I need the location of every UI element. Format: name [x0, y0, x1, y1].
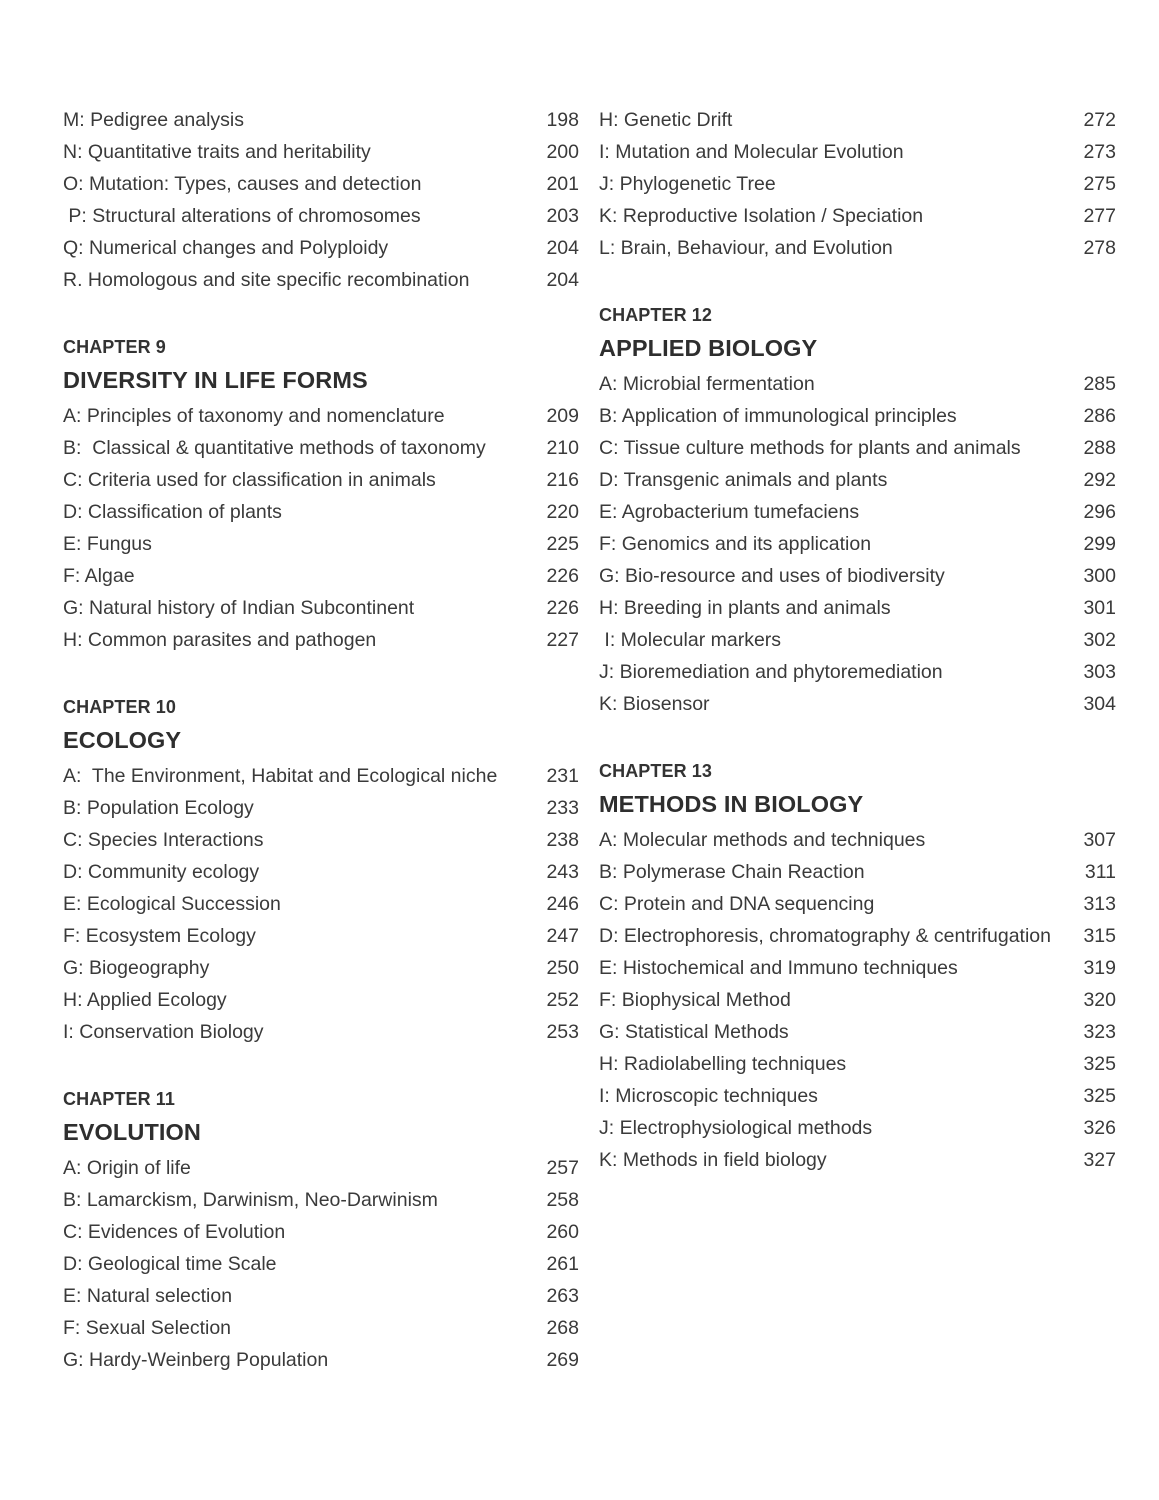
toc-entry-title: I: Microscopic techniques [599, 1085, 818, 1107]
toc-entry-page-number: 263 [546, 1285, 579, 1307]
toc-entry-page-number: 273 [1083, 141, 1116, 163]
toc-entry-title: G: Statistical Methods [599, 1021, 789, 1043]
toc-entry[interactable] [599, 688, 1116, 720]
toc-entry-title: C: Criteria used for classification in animals [63, 469, 436, 491]
toc-entry-title: K: Methods in field biology [599, 1149, 827, 1171]
toc-entry-page-number: 231 [546, 765, 579, 787]
toc-entry-title: O: Mutation: Types, causes and detection [63, 173, 422, 195]
chapter-list-left [63, 332, 579, 1376]
toc-entry-page-number: 304 [1083, 693, 1116, 715]
toc-entry-page-number: 313 [1083, 893, 1116, 915]
chapter-title: DIVERSITY IN LIFE FORMS [63, 367, 368, 393]
toc-entry-page-number: 210 [546, 437, 579, 459]
chapter-label: CHAPTER 13 [599, 761, 713, 781]
toc-entry[interactable] [599, 1144, 1116, 1176]
toc-entry-page-number: 200 [546, 141, 579, 163]
toc-entry-page-number: 302 [1083, 629, 1116, 651]
toc-entry[interactable] [63, 824, 579, 856]
toc-entry-title: J: Electrophysiological methods [599, 1117, 873, 1139]
continued-chapter-entries-right [599, 104, 1116, 264]
toc-entry-page-number: 238 [546, 829, 579, 851]
toc-entry[interactable] [599, 496, 1116, 528]
chapter-title: APPLIED BIOLOGY [599, 335, 818, 361]
chapter-list-right [599, 300, 1116, 1176]
toc-entry[interactable] [63, 624, 579, 656]
toc-entry-title: P: Structural alterations of chromosomes [63, 205, 421, 227]
toc-entry-page-number: 243 [546, 861, 579, 883]
toc-entry[interactable] [599, 232, 1116, 264]
toc-column-right [599, 104, 1116, 1176]
toc-entry-title: H: Breeding in plants and animals [599, 597, 891, 619]
toc-entry-title: A: Principles of taxonomy and nomenclature [63, 405, 445, 427]
toc-entry[interactable] [599, 1048, 1116, 1080]
toc-entry[interactable] [63, 984, 579, 1016]
chapter-label: CHAPTER 9 [63, 337, 166, 357]
toc-entry-title: K: Biosensor [599, 693, 710, 715]
toc-entry-title: E: Agrobacterium tumefaciens [599, 501, 860, 523]
toc-entry-page-number: 326 [1083, 1117, 1116, 1139]
toc-entry-title: I: Molecular markers [599, 629, 782, 651]
chapter-label: CHAPTER 12 [599, 305, 713, 325]
toc-entry-title: I: Mutation and Molecular Evolution [599, 141, 904, 163]
toc-entry-page-number: 292 [1083, 469, 1116, 491]
toc-entry[interactable] [63, 1312, 579, 1344]
toc-entry[interactable] [63, 232, 579, 264]
toc-entry-page-number: 258 [546, 1189, 579, 1211]
toc-entry[interactable] [63, 136, 579, 168]
toc-entry-title: I: Conservation Biology [63, 1021, 264, 1043]
toc-entry-title: B: Polymerase Chain Reaction [599, 861, 865, 883]
toc-entry[interactable] [599, 200, 1116, 232]
toc-entry[interactable] [63, 496, 579, 528]
toc-entry[interactable] [599, 1112, 1116, 1144]
toc-entry[interactable] [599, 888, 1116, 920]
toc-entry-title: G: Natural history of Indian Subcontinent [63, 597, 415, 619]
toc-entry-title: F: Biophysical Method [599, 989, 791, 1011]
toc-entry-page-number: 325 [1083, 1053, 1116, 1075]
toc-entry-title: Q: Numerical changes and Polyploidy [63, 237, 389, 259]
toc-entry-page-number: 201 [546, 173, 579, 195]
toc-entry-title: D: Community ecology [63, 861, 260, 883]
chapter-title: EVOLUTION [63, 1119, 201, 1145]
toc-entry-title: H: Genetic Drift [599, 109, 733, 131]
toc-entry-title: D: Electrophoresis, chromatography & centrifugation [599, 925, 1051, 947]
toc-entry-page-number: 275 [1083, 173, 1116, 195]
toc-entry-page-number: 209 [546, 405, 579, 427]
toc-entry-page-number: 285 [1083, 373, 1116, 395]
chapter-block [599, 756, 1116, 1176]
toc-entry-page-number: 227 [546, 629, 579, 651]
toc-entry-page-number: 268 [546, 1317, 579, 1339]
chapter-block [599, 300, 1116, 720]
toc-entry-page-number: 301 [1083, 597, 1116, 619]
toc-entry-page-number: 277 [1083, 205, 1116, 227]
toc-entry[interactable] [599, 168, 1116, 200]
toc-entry[interactable] [599, 1016, 1116, 1048]
toc-entry-page-number: 299 [1083, 533, 1116, 555]
toc-entry[interactable] [63, 1216, 579, 1248]
toc-entry-page-number: 300 [1083, 565, 1116, 587]
chapter-title: ECOLOGY [63, 727, 182, 753]
toc-entry[interactable] [599, 952, 1116, 984]
toc-entry-title: E: Fungus [63, 533, 152, 555]
toc-entry-title: B: Lamarckism, Darwinism, Neo-Darwinism [63, 1189, 438, 1211]
toc-entry[interactable] [599, 592, 1116, 624]
toc-entry-title: K: Reproductive Isolation / Speciation [599, 205, 924, 227]
toc-entry-title: D: Geological time Scale [63, 1253, 277, 1275]
toc-entry[interactable] [599, 920, 1116, 952]
toc-entry-title: G: Bio-resource and uses of biodiversity [599, 565, 945, 587]
toc-entry-title: C: Tissue culture methods for plants and animals [599, 437, 1021, 459]
toc-entry-title: C: Evidences of Evolution [63, 1221, 286, 1243]
toc-entry[interactable] [63, 432, 579, 464]
toc-entry-title: C: Protein and DNA sequencing [599, 893, 875, 915]
toc-entry[interactable] [599, 824, 1116, 856]
toc-entry[interactable] [63, 168, 579, 200]
toc-entry-page-number: 261 [546, 1253, 579, 1275]
toc-entry[interactable] [63, 1152, 579, 1184]
toc-entry[interactable] [63, 464, 579, 496]
toc-entry-page-number: 216 [546, 469, 579, 491]
chapter-label: CHAPTER 11 [63, 1089, 176, 1109]
toc-entry-page-number: 246 [546, 893, 579, 915]
toc-entry-page-number: 204 [546, 237, 579, 259]
toc-entry-title: H: Common parasites and pathogen [63, 629, 377, 651]
toc-entry[interactable] [63, 1344, 579, 1376]
toc-entry[interactable] [63, 1184, 579, 1216]
toc-entry[interactable] [63, 1280, 579, 1312]
toc-entry-page-number: 226 [546, 565, 579, 587]
toc-entry[interactable] [599, 368, 1116, 400]
toc-entry-page-number: 278 [1083, 237, 1116, 259]
toc-entry[interactable] [63, 888, 579, 920]
toc-entry-title: A: Molecular methods and techniques [599, 829, 926, 851]
toc-entry-page-number: 269 [546, 1349, 579, 1371]
toc-entry-title: A: The Environment, Habitat and Ecological niche [63, 765, 498, 787]
toc-entry-page-number: 303 [1083, 661, 1116, 683]
toc-entry-page-number: 260 [546, 1221, 579, 1243]
chapter-block [63, 692, 579, 1048]
toc-entry-title: F: Sexual Selection [63, 1317, 232, 1339]
toc-entry-page-number: 257 [546, 1157, 579, 1179]
toc-entry-page-number: 226 [546, 597, 579, 619]
toc-entry[interactable] [63, 920, 579, 952]
toc-entry-title: E: Histochemical and Immuno techniques [599, 957, 958, 979]
toc-entry[interactable] [63, 264, 579, 296]
toc-entry-title: H: Applied Ecology [63, 989, 227, 1011]
toc-entry[interactable] [599, 104, 1116, 136]
toc-entry-title: B: Population Ecology [63, 797, 254, 819]
toc-entry-title: G: Hardy-Weinberg Population [63, 1349, 329, 1371]
toc-entry-page-number: 225 [546, 533, 579, 555]
continued-chapter-entries-left [63, 104, 579, 296]
toc-entry-page-number: 253 [546, 1021, 579, 1043]
toc-entry[interactable] [599, 624, 1116, 656]
toc-entry-page-number: 220 [546, 501, 579, 523]
toc-entry[interactable] [599, 400, 1116, 432]
toc-entry-title: B: Classical & quantitative methods of taxonomy [63, 437, 486, 459]
toc-entry-page-number: 315 [1083, 925, 1116, 947]
toc-entry[interactable] [63, 792, 579, 824]
toc-entry-page-number: 247 [546, 925, 579, 947]
toc-entry-title: F: Algae [63, 565, 135, 587]
toc-entry[interactable] [63, 200, 579, 232]
toc-entry-page-number: 233 [546, 797, 579, 819]
toc-entry[interactable] [63, 104, 579, 136]
toc-entry[interactable] [599, 1080, 1116, 1112]
toc-entry[interactable] [599, 464, 1116, 496]
toc-entry-page-number: 204 [546, 269, 579, 291]
toc-entry[interactable] [599, 560, 1116, 592]
toc-entry-page-number: 327 [1083, 1149, 1116, 1171]
toc-entry-page-number: 198 [546, 109, 579, 131]
toc-entry[interactable] [63, 528, 579, 560]
toc-entry[interactable] [63, 560, 579, 592]
toc-entry-title: J: Phylogenetic Tree [599, 173, 776, 195]
toc-entry[interactable] [599, 856, 1116, 888]
toc-entry-page-number: 250 [546, 957, 579, 979]
toc-entry-title: D: Transgenic animals and plants [599, 469, 888, 491]
toc-entry-page-number: 288 [1083, 437, 1116, 459]
toc-entry-title: E: Natural selection [63, 1285, 233, 1307]
toc-entry-page-number: 203 [546, 205, 579, 227]
toc-entry-title: G: Biogeography [63, 957, 210, 979]
chapter-block [63, 1084, 579, 1376]
toc-entry-title: M: Pedigree analysis [63, 109, 245, 131]
toc-entry-page-number: 286 [1083, 405, 1116, 427]
toc-entry-title: L: Brain, Behaviour, and Evolution [599, 237, 893, 259]
toc-entry[interactable] [599, 984, 1116, 1016]
toc-entry-title: R. Homologous and site specific recombination [63, 269, 470, 291]
toc-entry-page-number: 325 [1083, 1085, 1116, 1107]
toc-entry-title: F: Ecosystem Ecology [63, 925, 256, 947]
toc-entry[interactable] [63, 760, 579, 792]
toc-entry[interactable] [599, 528, 1116, 560]
toc-column-left [63, 104, 579, 1376]
toc-entry[interactable] [63, 1248, 579, 1280]
toc-entry[interactable] [63, 592, 579, 624]
toc-entry[interactable] [599, 432, 1116, 464]
toc-entry[interactable] [63, 856, 579, 888]
toc-entry-page-number: 272 [1083, 109, 1116, 131]
chapter-title: METHODS IN BIOLOGY [599, 791, 864, 817]
chapter-block [63, 332, 579, 656]
toc-entry-title: A: Microbial fermentation [599, 373, 815, 395]
toc-entry-page-number: 320 [1083, 989, 1116, 1011]
toc-entry-page-number: 323 [1083, 1021, 1116, 1043]
toc-entry-title: N: Quantitative traits and heritability [63, 141, 371, 163]
toc-entry-page-number: 296 [1083, 501, 1116, 523]
toc-entry-page-number: 307 [1083, 829, 1116, 851]
toc-entry[interactable] [63, 1016, 579, 1048]
toc-entry-title: J: Bioremediation and phytoremediation [599, 661, 943, 683]
toc-entry-title: B: Application of immunological principles [599, 405, 957, 427]
toc-entry-title: E: Ecological Succession [63, 893, 281, 915]
toc-entry-title: F: Genomics and its application [599, 533, 872, 555]
toc-entry-title: A: Origin of life [63, 1157, 191, 1179]
toc-entry[interactable] [599, 656, 1116, 688]
toc-entry-page-number: 311 [1084, 861, 1116, 883]
toc-entry[interactable] [63, 400, 579, 432]
toc-entry-page-number: 319 [1083, 957, 1116, 979]
toc-entry[interactable] [599, 136, 1116, 168]
toc-entry-title: C: Species Interactions [63, 829, 264, 851]
toc-entry[interactable] [63, 952, 579, 984]
toc-entry-page-number: 252 [546, 989, 579, 1011]
toc-entry-title: H: Radiolabelling techniques [599, 1053, 847, 1075]
chapter-label: CHAPTER 10 [63, 697, 177, 717]
toc-entry-title: D: Classification of plants [63, 501, 282, 523]
